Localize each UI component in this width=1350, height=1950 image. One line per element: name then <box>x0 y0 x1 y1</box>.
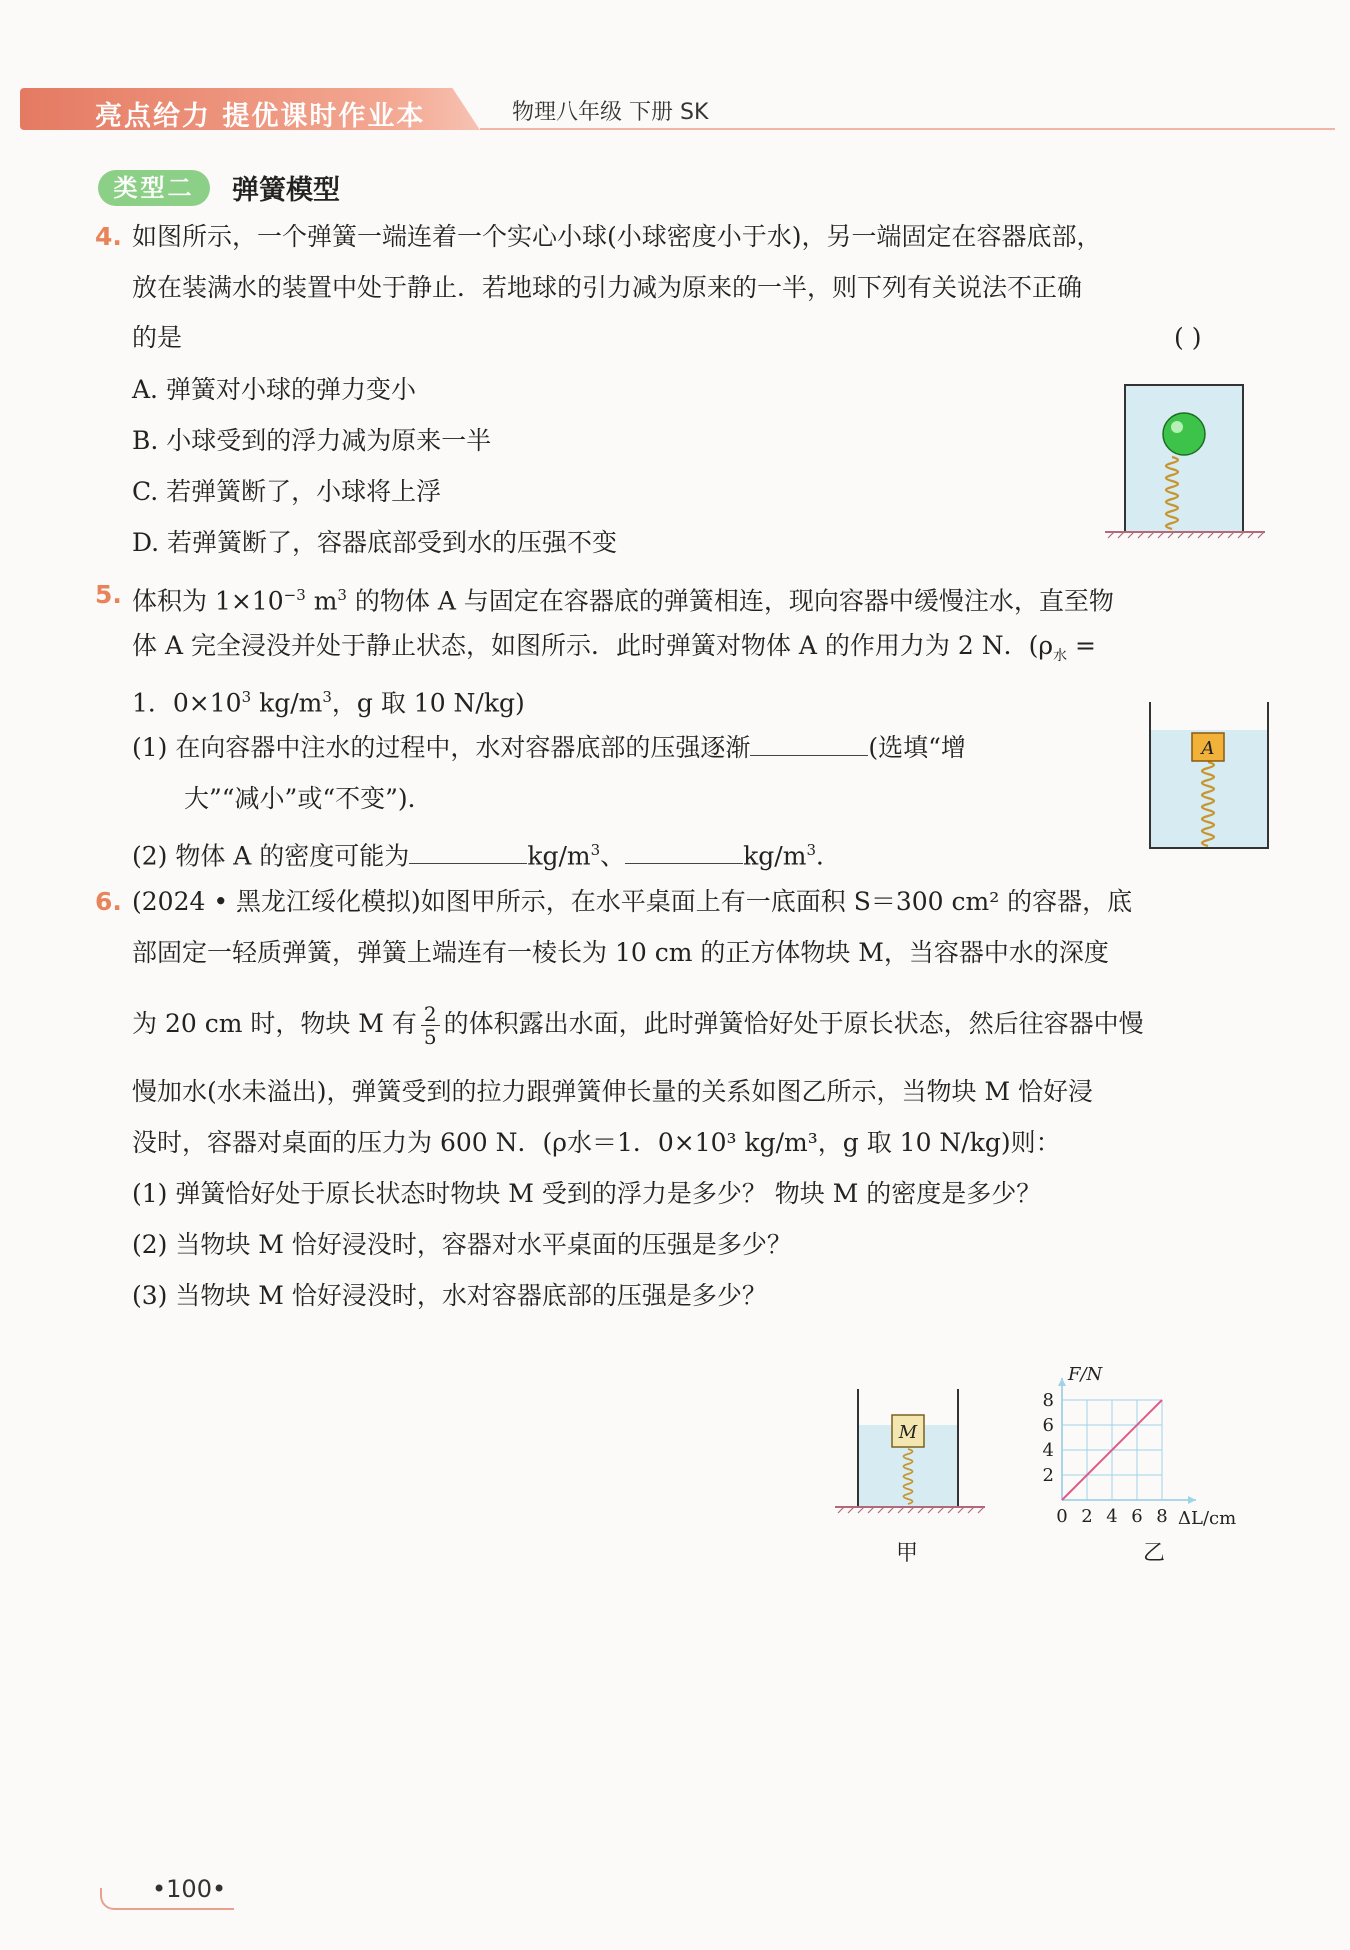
q4-option-a: A. 弹簧对小球的弹力变小 <box>132 375 416 404</box>
x-axis-arrow <box>1188 1496 1196 1504</box>
q6-fraction <box>421 1003 440 1048</box>
q5-exponent: 3 <box>241 688 252 706</box>
block-m-label: M <box>898 1422 918 1443</box>
q4-line-3: 的是 <box>132 323 183 352</box>
q4-figure <box>1100 380 1270 540</box>
q5-exponent: −3 <box>283 586 306 604</box>
q6-line-3 <box>132 1003 1144 1048</box>
q6-part-1: (1) 弹簧恰好处于原长状态时物块 M 受到的浮力是多少？ 物块 M 的密度是多少？ <box>132 1179 1042 1208</box>
q5-part-2 <box>132 835 841 871</box>
q6-line-5: 没时，容器对桌面的压力为 600 N．(ρ水＝1．0×10³ kg/m³，g 取 10 N/kg)则： <box>132 1128 1061 1157</box>
q4-ball <box>1163 413 1205 455</box>
figure-jia <box>830 1385 990 1525</box>
book-title: 物理八年级 下册 SK <box>512 100 709 125</box>
q5-exponent: 3 <box>322 688 332 706</box>
q6-part-2: (2) 当物块 M 恰好浸没时，容器对水平桌面的压强是多少？ <box>132 1230 792 1259</box>
q5-exponent: 3 <box>806 841 816 859</box>
question-4-number: 4. <box>95 222 122 251</box>
q5-line-2 <box>132 631 1096 671</box>
q5-period: ． <box>815 841 841 871</box>
q5-part-1-cont: 大”“减小”或“不变”)． <box>184 784 433 813</box>
q5-line-1-part: 的物体 A 与固定在容器底的弹簧相连，现向容器中缓慢注水，直至物 <box>346 586 1114 616</box>
q6-line-1: (2024 • 黑龙江绥化模拟)如图甲所示，在水平桌面上有一底面积 S＝300 cm² 的容器，底 <box>132 887 1133 916</box>
y-tick-label: 8 <box>1042 1390 1054 1411</box>
q5-block-label: A <box>1201 738 1215 759</box>
q5-unit: kg/m <box>527 841 591 871</box>
y-tick-label: 6 <box>1042 1415 1054 1436</box>
q4-option-c: C. 若弹簧断了，小球将上浮 <box>132 477 442 506</box>
q6-line-3-part: 的体积露出水面，此时弹簧恰好处于原长状态，然后往容器中慢 <box>443 1009 1144 1038</box>
q5-line-3-part: 1．0×10 <box>132 688 242 718</box>
q5-blank-3[interactable] <box>625 841 743 864</box>
q6-line-2: 部固定一轻质弹簧，弹簧上端连有一棱长为 10 cm 的正方体物块 M，当容器中水的深度 <box>132 938 1109 967</box>
fraction-denominator: 5 <box>423 1025 437 1049</box>
chart-y-label: F/N <box>1068 1364 1103 1385</box>
q4-option-b: B. 小球受到的浮力减为原来一半 <box>132 426 492 455</box>
q4-answer-bracket: ( ) <box>1174 323 1202 352</box>
q5-part-1-text: (选填“增 <box>868 733 966 762</box>
fraction-numerator: 2 <box>421 1003 440 1026</box>
question-5-number: 5. <box>95 580 122 609</box>
q5-unit: m <box>305 586 338 616</box>
q6-part-3: (3) 当物块 M 恰好浸没时，水对容器底部的压强是多少？ <box>132 1281 767 1310</box>
chart-axes <box>1058 1378 1196 1504</box>
q5-part-1-text: (1) 在向容器中注水的过程中，水对容器底部的压强逐渐 <box>132 733 751 762</box>
y-tick-label: 2 <box>1042 1465 1054 1486</box>
x-tick-label: 2 <box>1081 1506 1093 1527</box>
q5-line-1 <box>132 580 1114 616</box>
x-tick-label: 8 <box>1156 1506 1168 1527</box>
q5-line-2-part: = <box>1067 631 1096 660</box>
x-tick-label: 0 <box>1056 1506 1068 1527</box>
q5-part-2-text: (2) 物体 A 的密度可能为 <box>132 841 410 871</box>
q5-exponent: 3 <box>590 841 601 859</box>
q5-blank-2[interactable] <box>409 841 527 864</box>
section-title: 弹簧模型 <box>232 175 340 206</box>
question-6-number: 6. <box>95 887 122 916</box>
x-tick-label: 4 <box>1106 1506 1118 1527</box>
q5-unit: kg/m <box>743 841 807 871</box>
q5-unit: kg/m <box>251 688 323 718</box>
q5-blank-1[interactable] <box>750 733 868 756</box>
q5-line-3-part: ，g 取 10 N/kg) <box>331 688 525 718</box>
q6-line-4: 慢加水(水未溢出)，弹簧受到的拉力跟弹簧伸长量的关系如图乙所示，当物块 M 恰好浸 <box>132 1077 1094 1106</box>
q4-ball-highlight <box>1171 421 1183 433</box>
section-badge: 类型二 <box>98 170 210 206</box>
q5-figure <box>1148 700 1270 850</box>
series-title: 亮点给力 提优课时作业本 <box>95 101 426 132</box>
q5-part-1 <box>132 733 966 763</box>
figure-jia-label: 甲 <box>896 1541 919 1566</box>
x-tick-label: 6 <box>1131 1506 1143 1527</box>
q4-line-1: 如图所示，一个弹簧一端连着一个实心小球(小球密度小于水)，另一端固定在容器底部， <box>132 222 1102 251</box>
figure-yi-chart <box>1020 1330 1270 1530</box>
q6-line-3-part: 为 20 cm 时，物块 M 有 <box>132 1009 417 1038</box>
q4-line-2: 放在装满水的装置中处于静止．若地球的引力减为原来的一半，则下列有关说法不正确 <box>132 273 1083 302</box>
q4-container <box>1125 385 1243 532</box>
y-tick-label: 4 <box>1042 1440 1054 1461</box>
header-rule <box>480 128 1335 130</box>
page-number: •100• <box>152 1875 227 1903</box>
q5-subscript: 水 <box>1053 648 1068 664</box>
q5-line-1-part: 体积为 1×10 <box>132 586 284 616</box>
chart-x-label: ΔL/cm <box>1178 1508 1237 1529</box>
y-axis-arrow <box>1058 1378 1066 1386</box>
q5-line-2-part: 体 A 完全浸没并处于静止状态，如图所示．此时弹簧对物体 A 的作用力为 2 N．(ρ <box>132 631 1054 660</box>
q4-option-d: D. 若弹簧断了，容器底部受到水的压强不变 <box>132 528 618 557</box>
figure-yi-label: 乙 <box>1143 1541 1166 1566</box>
q5-exponent: 3 <box>337 586 347 604</box>
q5-line-3 <box>132 682 525 718</box>
q5-separator: 、 <box>600 841 626 871</box>
